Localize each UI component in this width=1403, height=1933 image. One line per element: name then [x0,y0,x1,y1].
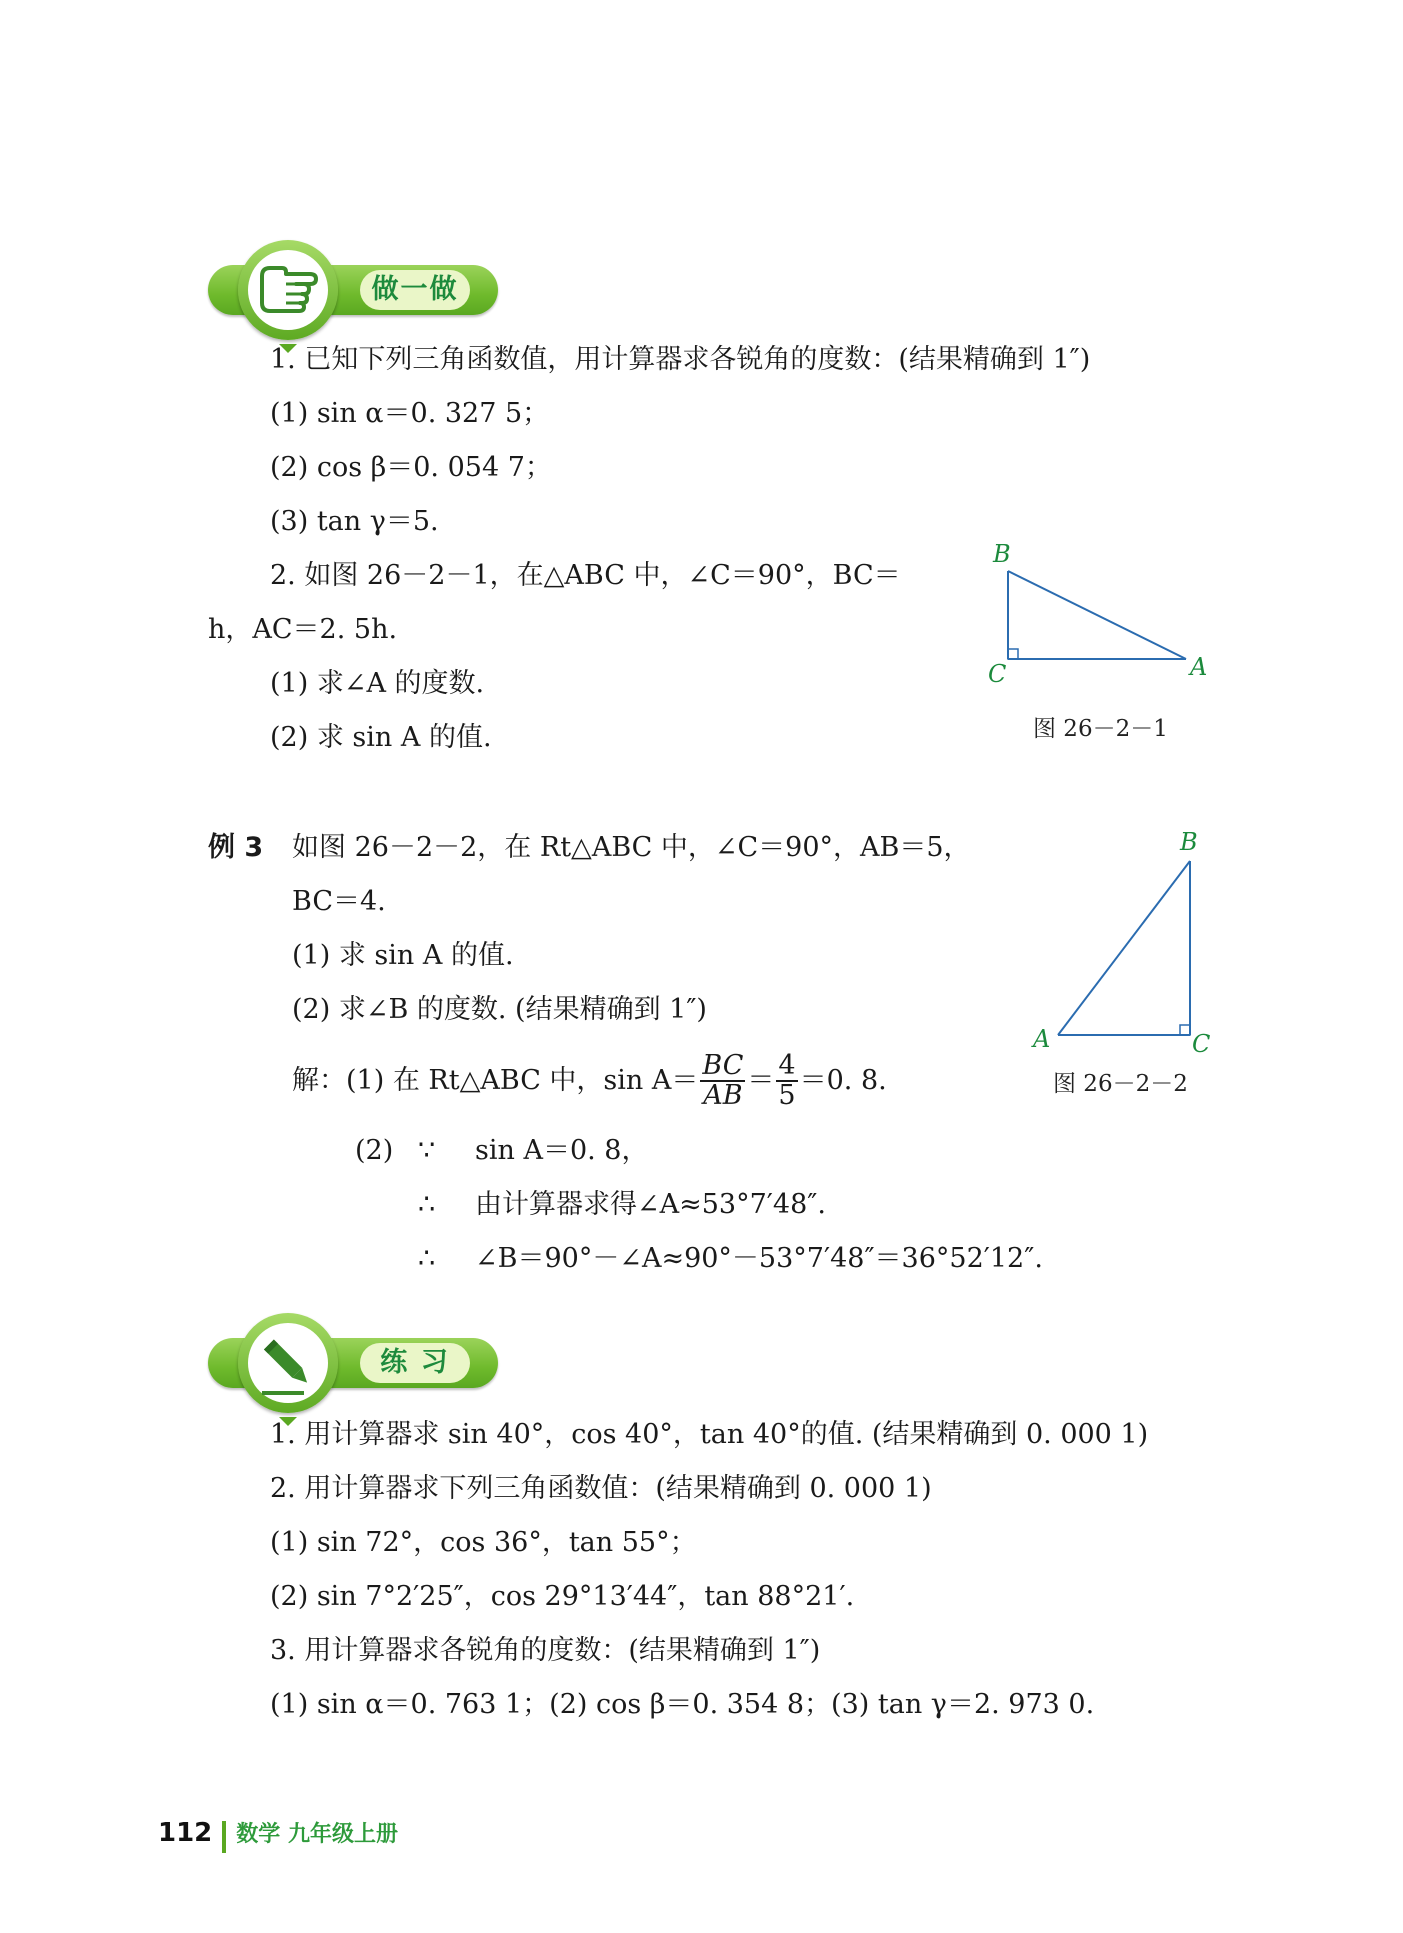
solution-2-label: (2) [355,1135,394,1166]
example-3-tag: 例 3 [208,832,264,863]
example-3-q2: (2) 求∠B 的度数. (结果精确到 1″) [292,994,707,1025]
solution-1-prefix: 解：(1) 在 Rt△ABC 中，sin A＝ [292,1065,699,1096]
do-q1-stem: 1. 已知下列三角函数值，用计算器求各锐角的度数：(结果精确到 1″) [270,344,1091,375]
fig1-right-angle-mark [1008,649,1018,659]
footer-divider [222,1821,226,1853]
do-q2-line1: 2. 如图 26－2－1，在△ABC 中，∠C＝90°，BC＝ [270,560,901,591]
fig2-label-a: A [1033,1025,1051,1053]
do-q2-part2: (2) 求 sin A 的值. [270,722,492,753]
fraction-bc-ab [700,1052,745,1110]
fig1-caption: 图 26－2－1 [1033,716,1168,742]
fig2-caption: 图 26－2－2 [1053,1071,1188,1097]
solution-1-equals: ＝ [747,1065,775,1096]
practice-q2-part1: (1) sin 72°，cos 36°，tan 55°； [270,1527,697,1558]
fig1-side-ab [1008,571,1186,659]
fig2-side-ab [1058,861,1190,1035]
pencil-icon [256,1333,320,1397]
fig2-label-b: B [1180,828,1198,856]
fig1-label-b: B [993,540,1011,568]
pointing-hand-icon [256,260,320,320]
fraction-4-5 [776,1052,797,1110]
do-q1-part3: (3) tan γ＝5. [270,506,439,537]
practice-q3-parts: (1) sin α＝0. 763 1；(2) cos β＝0. 354 8；(3) tan γ＝2. 973 0. [270,1689,1095,1720]
page-footer [158,1817,398,1853]
figure-26-2-2 [1050,855,1200,1050]
do-q1-part2: (2) cos β＝0. 054 7； [270,452,552,483]
figure-26-2-1 [1000,565,1200,675]
page-number: 112 [158,1818,213,1848]
example-3-q1: (1) 求 sin A 的值. [292,940,514,971]
practice-q2: 2. 用计算器求下列三角函数值：(结果精确到 0. 000 1) [270,1473,932,1504]
practice-q2-part2: (2) sin 7°2′25″，cos 29°13′44″，tan 88°21′. [270,1581,855,1612]
practice-q1: 1. 用计算器求 sin 40°，cos 40°，tan 40°的值. (结果精确到 0. 000 1) [270,1419,1149,1450]
solution-1-suffix: ＝0. 8. [799,1065,887,1096]
therefore-symbol-1: ∴ [418,1189,436,1220]
fraction-4-5-denominator: 5 [778,1080,796,1111]
do-q2-part1: (1) 求∠A 的度数. [270,668,485,699]
solution-2-line3: ∠B＝90°－∠A≈90°－53°7′48″＝36°52′12″. [475,1243,1043,1274]
fraction-bc-ab-numerator: BC [702,1050,744,1081]
fig2-label-c: C [1192,1030,1211,1058]
solution-2-line2: 由计算器求得∠A≈53°7′48″. [475,1189,826,1220]
example-3-line2: BC＝4. [292,886,386,917]
do-q1-part1: (1) sin α＝0. 327 5； [270,398,550,429]
book-title: 数学 九年级上册 [236,1822,398,1847]
therefore-symbol-2: ∴ [418,1243,436,1274]
example-3-solution-1 [292,1052,887,1110]
section-banner-practice [208,1313,508,1433]
because-symbol: ∵ [418,1135,436,1166]
fraction-bc-ab-denominator: AB [703,1080,743,1111]
banner-title-practice: 练 习 [360,1343,470,1383]
solution-2-line1: sin A＝0. 8， [475,1135,649,1166]
do-q2-line2: h，AC＝2. 5h. [208,614,398,645]
banner-title-do: 做一做 [360,270,470,310]
fig2-right-angle-mark [1180,1025,1190,1035]
fig1-label-c: C [988,660,1007,688]
practice-q3: 3. 用计算器求各锐角的度数：(结果精确到 1″) [270,1635,821,1666]
fraction-4-5-numerator: 4 [778,1050,796,1081]
section-banner-do [208,240,508,360]
fig1-label-a: A [1190,653,1208,681]
example-3-line1: 如图 26－2－2，在 Rt△ABC 中，∠C＝90°，AB＝5， [292,832,971,863]
